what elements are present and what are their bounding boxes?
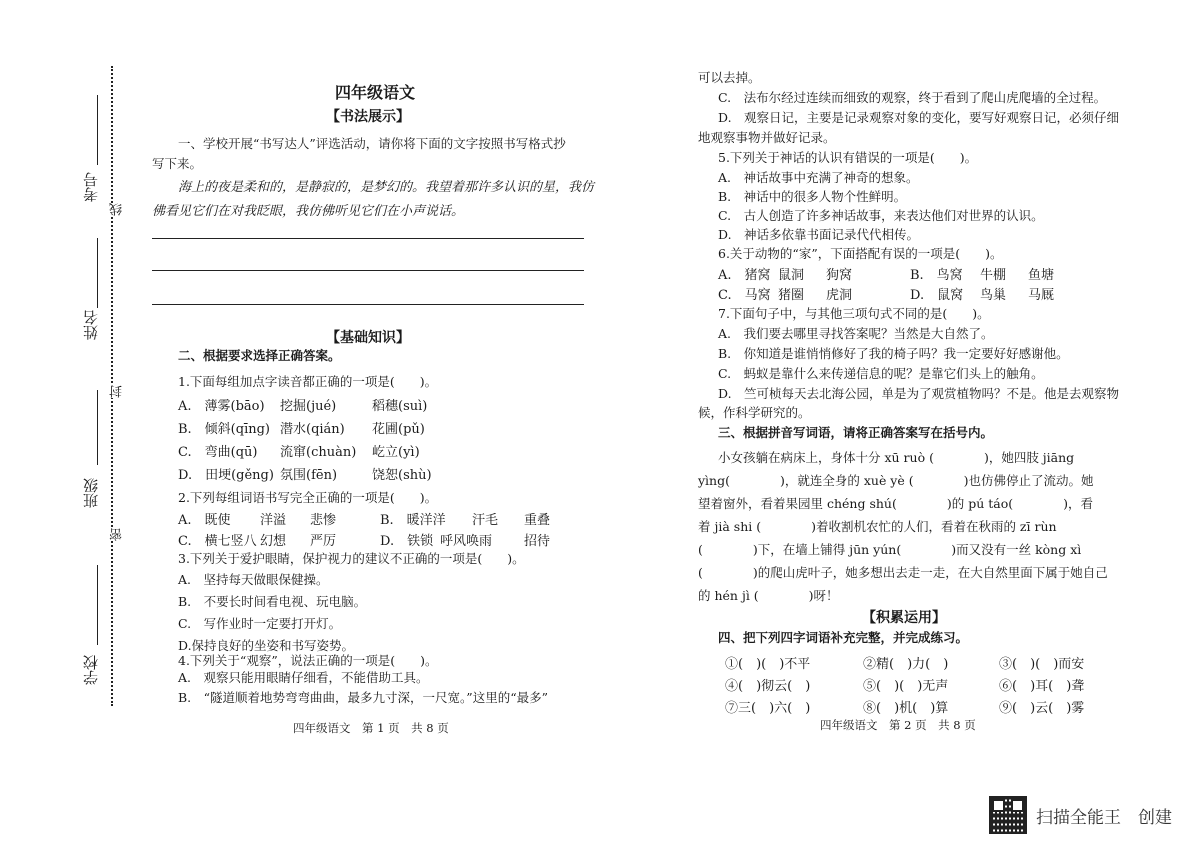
q2-2-row-ab: A. 既使 洋溢 悲惨 B. 暖洋洋 汗毛 重叠 xyxy=(178,513,551,528)
name-blank xyxy=(97,238,98,308)
pinyin-line5: ( )下，在墙上铺得 jūn yún( )而又没有一丝 kòng xì xyxy=(698,542,1082,557)
q1-line2: 写下来。 xyxy=(152,156,203,171)
q7-option-c: C. 蚂蚁是靠什么来传递信息的呢？是靠它们头上的触角。 xyxy=(718,366,1044,381)
pinyin-line3: 望着窗外，看着果园里 chéng shú( )的 pú táo( )，看 xyxy=(698,496,1093,511)
fill-row-2: ④( )彻云( ) ⑤( )( )无声 ⑥( )耳( )聋 xyxy=(725,679,1085,694)
q2-2-stem: 2.下列每组词语书写完全正确的一项是( )。 xyxy=(178,490,438,505)
exam-no-blank xyxy=(97,95,98,165)
copy-line-1 xyxy=(152,238,584,239)
pinyin-line1: 小女孩躺在病床上，身体十分 xū ruò ( )，她四肢 jiāng xyxy=(718,450,1075,465)
handwriting-line1: 海上的夜是柔和的，是静寂的，是梦幻的。我望着那许多认识的星，我仿 xyxy=(178,180,595,195)
copy-line-3 xyxy=(152,304,584,305)
q4-heading: 四、把下列四字词语补充完整，并完成练习。 xyxy=(718,630,969,645)
q2-1-option-c: C. 弯曲(qū) 流窜(chuàn) 屹立(yì) xyxy=(178,445,420,460)
p2-line3: D. 观察日记，主要是记录观察对象的变化，要写好观察日记，必须仔细 xyxy=(718,110,1120,125)
scanner-credit: 扫描全能王 创建 xyxy=(1036,808,1172,828)
q5-option-a: A. 神话故事中充满了神奇的想象。 xyxy=(718,170,919,185)
pinyin-line4: 着 jià shi ( )着收割机农忙的人们，看着在秋雨的 zī rùn xyxy=(698,519,1057,534)
cut-mark-secret: 密 xyxy=(110,528,125,541)
q7-stem: 7.下面句子中，与其他三项句式不同的是( )。 xyxy=(718,306,990,321)
cut-mark-seal: 封 xyxy=(110,385,125,398)
handwriting-line2: 佛看见它们在对我眨眼，我仿佛听见它们在小声说话。 xyxy=(152,204,465,219)
q2-2-row-cd: C. 横七竖八 幻想 严厉 D. 铁锁 呼风唤雨 招待 xyxy=(178,534,551,549)
page1-footer: 四年级语文 第 1 页 共 8 页 xyxy=(293,721,449,735)
q6-row-cd: C. 马窝 猪圈 虎洞 D. 鼠窝 鸟巢 马厩 xyxy=(718,288,1055,303)
p2-line4: 地观察事物并做好记录。 xyxy=(698,130,836,145)
q7-option-d: D. 竺可桢每天去北海公园，单是为了观赏植物吗？不是。他是去观察物 xyxy=(718,386,1120,401)
class-label: 班级 xyxy=(82,478,100,508)
q1-line1: 一、学校开展“书写达人”评选活动，请你将下面的文字按照书写格式抄 xyxy=(178,136,566,151)
section-basic: 【基础知识】 xyxy=(326,330,410,346)
q5-option-d: D. 神话多依靠书面记录代代相传。 xyxy=(718,227,920,242)
q5-stem: 5.下列关于神话的认识有错误的一项是( )。 xyxy=(718,150,978,165)
q2-3-option-a: A. 坚持每天做眼保健操。 xyxy=(178,572,329,587)
cut-mark-line: 线 xyxy=(110,203,125,216)
p2-line1: 可以去掉。 xyxy=(698,70,761,85)
q2-heading: 二、根据要求选择正确答案。 xyxy=(178,348,341,363)
q2-4-option-b: B. “隧道顺着地势弯弯曲曲，最多九寸深，一尺宽。”这里的“最多” xyxy=(178,690,548,705)
q2-4-option-a: A. 观察只能用眼睛仔细看，不能借助工具。 xyxy=(178,670,429,685)
q6-row-ab: A. 猪窝 鼠洞 狗窝 B. 鸟窝 牛棚 鱼塘 xyxy=(718,268,1055,283)
q2-4-stem: 4.下列关于“观察”，说法正确的一项是( )。 xyxy=(178,653,438,668)
q6-stem: 6.关于动物的“家”，下面搭配有误的一项是( )。 xyxy=(718,246,1003,261)
qr-code-icon xyxy=(989,796,1027,834)
q2-1-option-d: D. 田埂(gěng) 氛围(fēn) 饶恕(shù) xyxy=(178,468,432,483)
pinyin-line6: ( )的爬山虎叶子，她多想出去走一走，在大自然里面下属于她自己 xyxy=(698,565,1108,580)
page2-footer: 四年级语文 第 2 页 共 8 页 xyxy=(820,718,976,732)
fill-row-3: ⑦三( )六( ) ⑧( )机( )算 ⑨( )云( )雾 xyxy=(725,701,1085,716)
q2-3-option-b: B. 不要长时间看电视、玩电脑。 xyxy=(178,594,367,609)
q2-3-option-c: C. 写作业时一定要打开灯。 xyxy=(178,616,342,631)
q2-1-stem: 1.下面每组加点字读音都正确的一项是( )。 xyxy=(178,374,438,389)
exam-no-label: 考号 xyxy=(82,172,100,202)
pinyin-line2: yìng( )，就连全身的 xuè yè ( )也仿佛停止了流动。她 xyxy=(698,473,1094,488)
name-label: 姓名 xyxy=(82,310,100,340)
p2-line2: C. 法布尔经过连续而细致的观察，终于看到了爬山虎爬墙的全过程。 xyxy=(718,90,1107,105)
q5-option-b: B. 神话中的很多人物个性鲜明。 xyxy=(718,189,907,204)
q5-option-c: C. 古人创造了许多神话故事，来表达他们对世界的认识。 xyxy=(718,208,1044,223)
q3-heading: 三、根据拼音写词语，请将正确答案写在括号内。 xyxy=(718,425,994,440)
q7-option-d-cont: 候，作科学研究的。 xyxy=(698,405,811,420)
section-calligraphy: 【书法展示】 xyxy=(326,109,410,125)
school-label: 学校 xyxy=(82,655,100,685)
q2-1-option-a: A. 薄雾(bāo) 挖掘(jué) 稻穗(suì) xyxy=(178,399,428,414)
q7-option-a: A. 我们要去哪里寻找答案呢？当然是大自然了。 xyxy=(718,326,994,341)
q2-3-option-d: D.保持良好的坐姿和书写姿势。 xyxy=(178,638,355,653)
page-title: 四年级语文 xyxy=(335,83,416,102)
q2-1-option-b: B. 倾斜(qīng) 潜水(qián) 花圃(pǔ) xyxy=(178,422,425,437)
fill-row-1: ①( )( )不平 ②精( )力( ) ③( )( )而安 xyxy=(725,657,1085,672)
q2-3-stem: 3.下列关于爱护眼睛，保护视力的建议不正确的一项是( )。 xyxy=(178,551,525,566)
school-blank xyxy=(97,565,98,645)
section-accumulation: 【积累运用】 xyxy=(862,610,946,626)
copy-line-2 xyxy=(152,270,584,271)
q7-option-b: B. 你知道是谁悄悄修好了我的椅子吗？我一定要好好感谢他。 xyxy=(718,346,1069,361)
class-blank xyxy=(97,390,98,465)
pinyin-line7: 的 hén jì ( )呀！ xyxy=(698,588,839,603)
